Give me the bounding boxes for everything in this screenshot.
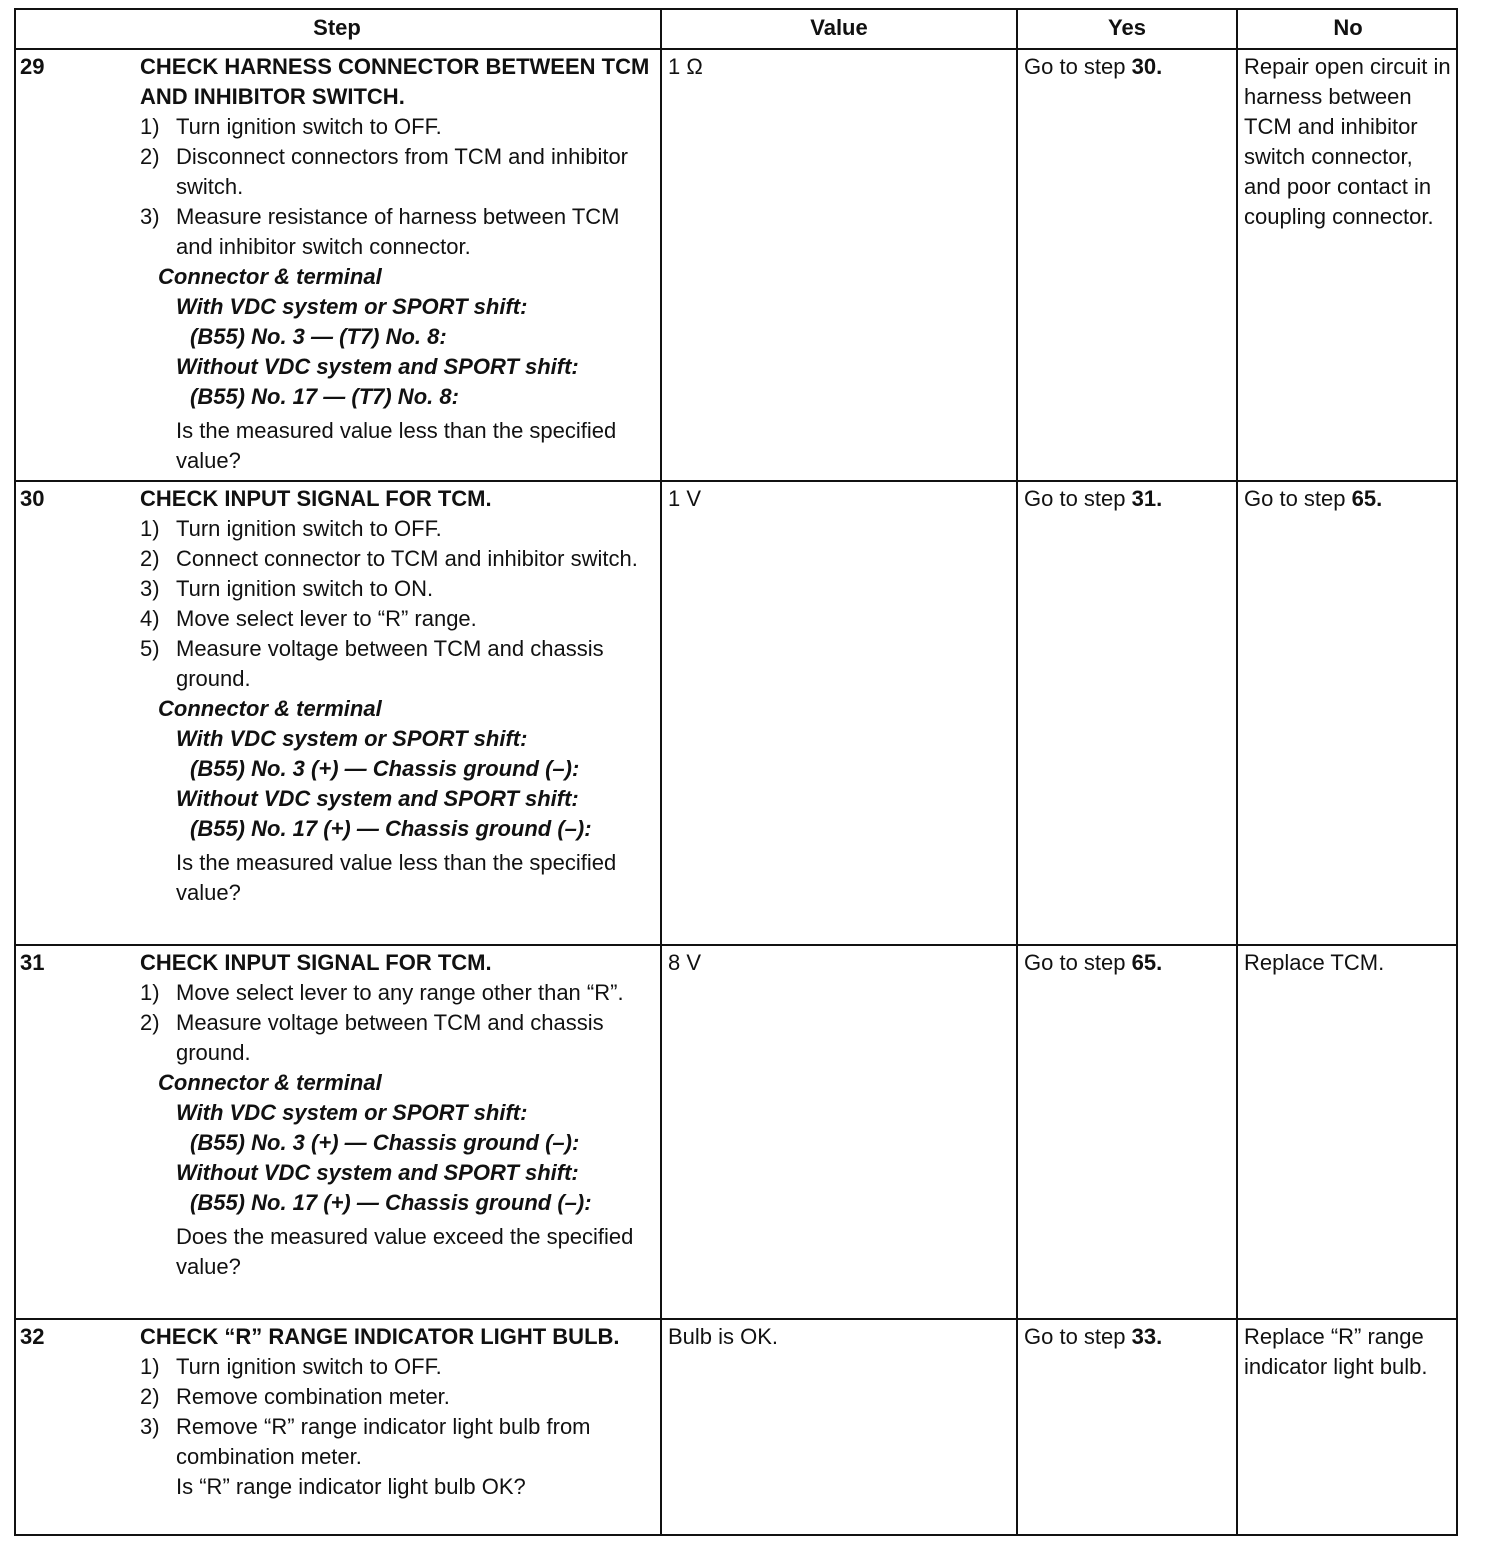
step-description: [136, 482, 662, 944]
step-number: 31: [20, 950, 45, 975]
list-item: 4) Move select lever to “R” range.: [140, 606, 477, 631]
list-item: 2) Remove combination meter.: [140, 1384, 450, 1409]
step-question: Is the measured value less than the specified value?: [176, 418, 617, 473]
spec-condition: With VDC system or SPORT shift:: [176, 294, 528, 319]
spec-condition: Without VDC system and SPORT shift:: [176, 786, 579, 811]
list-item: 1) Turn ignition switch to OFF.: [140, 516, 442, 541]
spec-condition: With VDC system or SPORT shift:: [176, 1100, 528, 1125]
spec-terminals: (B55) No. 17 (+) — Chassis ground (–):: [190, 816, 592, 841]
table-row: [14, 944, 1458, 1318]
step-title: CHECK HARNESS CONNECTOR BETWEEN TCM AND INHIBITOR SWITCH.: [140, 54, 650, 109]
list-item: 5) Measure voltage between TCM and chassis ground.: [140, 636, 604, 691]
spec-terminals: (B55) No. 17 (+) — Chassis ground (–):: [190, 1190, 592, 1215]
table-row: [14, 480, 1458, 944]
header-yes: Yes: [1018, 8, 1238, 48]
no-cell: Repair open circuit in harness between TCM and inhibitor switch connector, and poor contact in coupling connector.: [1244, 54, 1451, 229]
step-question: Is “R” range indicator light bulb OK?: [176, 1474, 526, 1499]
value-cell: 1 V: [662, 482, 1018, 944]
list-item: 3) Remove “R” range indicator light bulb from combination meter.: [140, 1414, 591, 1469]
header-no: No: [1333, 15, 1363, 40]
list-item: 3) Turn ignition switch to ON.: [140, 576, 434, 601]
header-value: Value: [662, 8, 1018, 48]
no-cell: Go to step 65.: [1244, 486, 1383, 511]
header-step: Step: [14, 8, 662, 48]
step-number: 32: [20, 1324, 45, 1349]
yes-cell: Go to step 30.: [1018, 50, 1238, 480]
step-title: CHECK INPUT SIGNAL FOR TCM.: [140, 950, 492, 975]
list-item: 2) Measure voltage between TCM and chassis ground.: [140, 1010, 604, 1065]
connector-terminal-heading: Connector & terminal: [158, 696, 382, 721]
list-item: 1) Turn ignition switch to OFF.: [140, 1354, 442, 1379]
step-description: [136, 946, 662, 1318]
yes-cell: Go to step 31.: [1018, 482, 1238, 944]
spec-terminals: (B55) No. 3 — (T7) No. 8:: [190, 324, 447, 349]
step-description: [136, 1320, 662, 1536]
step-title: CHECK “R” RANGE INDICATOR LIGHT BULB.: [140, 1324, 620, 1349]
spec-terminals: (B55) No. 3 (+) — Chassis ground (–):: [190, 756, 580, 781]
yes-cell: Go to step 33.: [1018, 1320, 1238, 1536]
connector-terminal-heading: Connector & terminal: [158, 264, 382, 289]
list-item: 2) Connect connector to TCM and inhibitor switch.: [140, 546, 638, 571]
value-cell: Bulb is OK.: [662, 1320, 1018, 1536]
spec-condition: Without VDC system and SPORT shift:: [176, 1160, 579, 1185]
spec-condition: Without VDC system and SPORT shift:: [176, 354, 579, 379]
table-row: [14, 1318, 1458, 1536]
no-cell: Replace TCM.: [1244, 950, 1385, 975]
yes-cell: Go to step 65.: [1018, 946, 1238, 1318]
step-number: 30: [20, 486, 45, 511]
no-cell: Replace “R” range indicator light bulb.: [1244, 1324, 1428, 1379]
spec-terminals: (B55) No. 17 — (T7) No. 8:: [190, 384, 459, 409]
list-item: 1) Turn ignition switch to OFF.: [140, 114, 442, 139]
connector-terminal-heading: Connector & terminal: [158, 1070, 382, 1095]
step-title: CHECK INPUT SIGNAL FOR TCM.: [140, 486, 492, 511]
list-item: 3) Measure resistance of harness between TCM and inhibitor switch connector.: [140, 204, 620, 259]
step-number: 29: [20, 54, 45, 79]
value-cell: 1 Ω: [662, 50, 1018, 480]
step-question: Does the measured value exceed the specified value?: [176, 1224, 634, 1279]
list-item: 1) Move select lever to any range other than “R”.: [140, 980, 624, 1005]
step-description: [136, 50, 662, 480]
value-cell: 8 V: [662, 946, 1018, 1318]
spec-condition: With VDC system or SPORT shift:: [176, 726, 528, 751]
list-item: 2) Disconnect connectors from TCM and inhibitor switch.: [140, 144, 629, 199]
step-question: Is the measured value less than the specified value?: [176, 850, 617, 905]
table-row: [14, 48, 1458, 480]
spec-terminals: (B55) No. 3 (+) — Chassis ground (–):: [190, 1130, 580, 1155]
